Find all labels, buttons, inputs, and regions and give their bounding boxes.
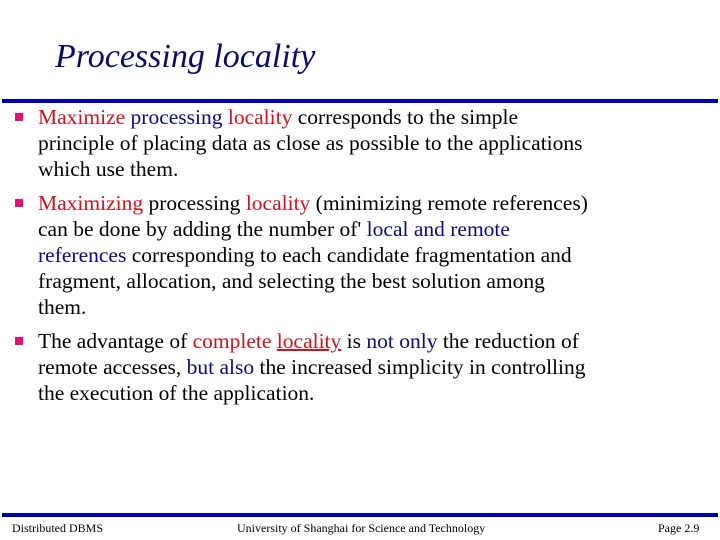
text-segment: corresponding to each candidate fragmentation and [126,243,572,267]
text-segment: the reduction of [437,329,579,353]
text-segment: (minimizing remote references) [310,191,588,215]
text-segment: The advantage of [38,329,193,353]
text-line [38,130,583,156]
bullet-square-icon [15,199,23,207]
text-line [38,156,583,182]
highlighted-term: not only [366,329,438,353]
text-segment: fragment, allocation, and selecting the best solution among [38,269,545,293]
slide-title: Processing locality [55,38,316,75]
footer-divider [2,513,718,517]
text-line [38,380,586,406]
highlighted-term: Maximize [38,105,126,129]
footer-university: University of Shanghai for Science and Technology [237,521,486,535]
bullet-square-icon [15,113,23,121]
highlighted-term: processing [130,105,223,129]
text-line [38,294,588,320]
text-line [38,104,583,130]
bullet-square-icon [15,337,23,345]
highlighted-term: Maximizing [38,191,144,215]
bullet-text [38,104,583,182]
highlighted-term: but also [186,355,255,379]
text-line [38,242,588,268]
highlighted-term: locality [245,191,311,215]
bullet-text [38,190,588,320]
text-segment: the increased simplicity in controlling [254,355,586,379]
highlighted-term: locality [276,329,342,353]
footer-course: Distributed DBMS [12,521,104,535]
title-divider [2,99,718,103]
text-segment: can be done by adding the number of' [38,217,367,241]
text-segment: principle of placing data as close as possible to the applications [38,131,583,155]
text-line [38,354,586,380]
text-segment: which use them. [38,157,179,181]
text-segment: them. [38,295,87,319]
text-line [38,268,588,294]
text-segment: processing [143,191,246,215]
text-segment: the execution of the application. [38,381,315,405]
highlighted-term: references [38,243,127,267]
bullet-text [38,328,586,406]
footer-page-number: Page 2.9 [658,521,700,535]
text-line [38,190,588,216]
highlighted-term: locality [227,105,293,129]
highlighted-term: local and remote [366,217,510,241]
text-segment: remote accesses, [38,355,187,379]
text-segment: is [341,329,367,353]
highlighted-term: complete [192,329,272,353]
text-segment: corresponds to the simple [292,105,519,129]
text-line [38,216,588,242]
text-line [38,328,586,354]
